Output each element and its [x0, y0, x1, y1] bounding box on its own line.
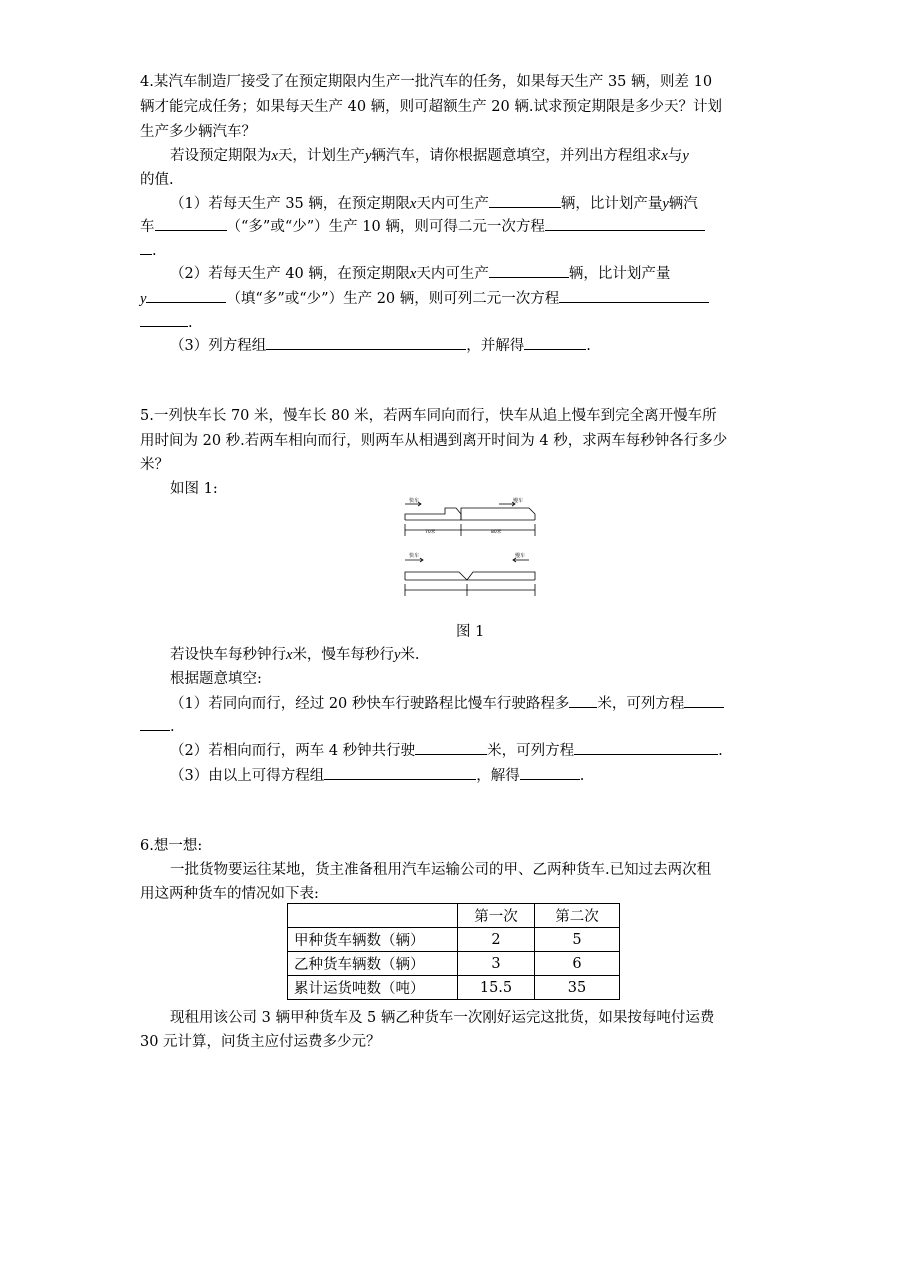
q5-sub2-text-a: （2）若相向而行，两车 4 秒钟共行驶 — [170, 743, 416, 759]
q4-sub3-line — [170, 335, 591, 356]
fig-len-slow: 80米 — [491, 530, 502, 535]
q6-line-2: 一批货物要运往某地，货主准备租用汽车运输公司的甲、乙两种货车.已知过去两次租 — [170, 862, 712, 878]
fast-train-top — [405, 508, 461, 520]
answer-blank[interactable] — [545, 216, 705, 231]
answer-blank[interactable] — [146, 288, 226, 303]
answer-blank[interactable] — [489, 193, 561, 208]
fig-label-slow-bottom: 慢车 — [515, 553, 526, 559]
q4-line-2: 辆才能完成任务；如果每天生产 40 辆，则可超额生产 20 辆.试求预定期限是多少天？计划 — [140, 99, 722, 115]
answer-blank[interactable] — [524, 335, 586, 350]
q5-line-3: 米？ — [140, 457, 169, 473]
q5-sub2-text-b: 米，可列方程 — [487, 743, 575, 759]
var-x: x — [286, 647, 293, 663]
answer-blank[interactable] — [489, 263, 569, 278]
q6-line-3: 用这两种货车的情况如下表: — [140, 886, 319, 902]
q4-line-5: 的值. — [140, 172, 174, 188]
opposite-direction-scene — [405, 558, 535, 596]
q4-sub3-text-b: ，并解得 — [466, 338, 525, 354]
q4-sub1-text-b: 天内可生产 — [416, 196, 489, 212]
q4-setup-text-a: 若设预定期限为 — [170, 148, 272, 164]
q4-sub1-line-2 — [140, 216, 705, 237]
var-x: x — [409, 266, 417, 282]
table-header-cell: 第二次 — [535, 904, 620, 928]
var-y: y — [682, 148, 689, 164]
slow-train-top — [461, 508, 535, 520]
q4-setup-text-b: 天，计划生产 — [277, 148, 365, 164]
q4-sub1-text-c: 辆，比计划产量 — [560, 196, 663, 212]
table-cell: 2 — [458, 928, 535, 952]
slow-train-bottom — [467, 572, 535, 580]
train-diagram — [403, 496, 545, 598]
table-cell: 15.5 — [458, 976, 535, 1000]
q4-setup-text-d: 与 — [667, 148, 683, 164]
q5-setup-text-a: 若设快车每秒钟行 — [170, 647, 286, 663]
answer-blank[interactable] — [140, 312, 188, 327]
q4-line-1: 4.某汽车制造厂接受了在预定期限内生产一批汽车的任务，如果每天生产 35 辆，则差 10 — [140, 74, 713, 90]
answer-blank[interactable] — [415, 740, 487, 755]
var-y: y — [364, 148, 372, 164]
table-cell: 甲种货车辆数（辆） — [288, 928, 458, 952]
var-y: y — [662, 196, 669, 212]
q4-line-3: 生产多少辆汽车？ — [140, 124, 256, 140]
q5-sub3-text-a: （3）由以上可得方程组 — [170, 768, 325, 784]
table-header-cell — [288, 904, 458, 928]
q5-sub1-line-2 — [140, 716, 175, 737]
table-row — [288, 976, 620, 1000]
q4-sub1-text-d: 辆汽 — [668, 196, 698, 212]
table-cell: 3 — [458, 952, 535, 976]
q4-sub2-text-c: 辆，比计划产量 — [568, 266, 671, 282]
q5-line-1: 5.一列快车长 70 米，慢车长 80 米，若两车同向而行，快车从追上慢车到完全离开慢车所 — [140, 408, 717, 424]
answer-blank[interactable] — [324, 765, 476, 780]
period: . — [152, 243, 157, 259]
answer-blank[interactable] — [155, 216, 227, 231]
q4-sub3-text-a: （3）列方程组 — [170, 338, 267, 354]
answer-blank[interactable] — [140, 716, 170, 731]
q4-sub2-text-d: （填“多”或“少”）生产 20 辆，则可列二元一次方程 — [226, 291, 560, 307]
q4-sub2-text-b: 天内可生产 — [416, 266, 489, 282]
q6-line-1: 6.想一想: — [140, 838, 203, 854]
answer-blank[interactable] — [684, 693, 724, 708]
answer-blank[interactable] — [266, 335, 466, 350]
table-row — [288, 928, 620, 952]
var-y: y — [140, 291, 147, 307]
table-row — [288, 952, 620, 976]
answer-blank[interactable] — [520, 765, 580, 780]
answer-blank[interactable] — [140, 240, 152, 255]
q4-sub1-line-1 — [170, 193, 698, 214]
var-x: x — [661, 148, 668, 164]
q4-setup-text-c: 辆汽车，请你根据题意填空，并列出方程组求 — [371, 148, 662, 164]
table-cell: 累计运货吨数（吨） — [288, 976, 458, 1000]
figure-caption: 图 1 — [456, 624, 485, 640]
table-header-row — [288, 904, 620, 928]
q4-sub1-text-f: （“多”或“少”）生产 10 辆，则可得二元一次方程 — [226, 219, 545, 235]
q6-line-5: 30 元计算，问货主应付运费多少元？ — [140, 1034, 381, 1050]
cargo-table — [287, 903, 620, 1000]
answer-blank[interactable] — [559, 288, 709, 303]
q4-setup-line — [170, 146, 689, 166]
q5-setup-line — [170, 645, 419, 665]
q5-sub1-text-a: （1）若同向而行，经过 20 秒快车行驶路程比慢车行驶路程多 — [170, 696, 570, 712]
q5-sub2-line — [170, 740, 723, 761]
table-cell: 乙种货车辆数（辆） — [288, 952, 458, 976]
q4-sub1-line-3 — [140, 240, 157, 261]
fig-label-fast-bottom: 快车 — [409, 553, 420, 559]
q5-sub1-line-1 — [170, 693, 724, 714]
var-y: y — [393, 647, 401, 663]
q5-sub1-text-b: 米，可列方程 — [597, 696, 685, 712]
table-header-cell: 第一次 — [458, 904, 535, 928]
q5-setup-text-b: 米，慢车每秒行 — [292, 647, 394, 663]
q5-fill-instruction: 根据题意填空: — [170, 671, 262, 687]
q4-sub1-text-e: 车 — [140, 219, 155, 235]
period: . — [188, 315, 193, 331]
q4-sub2-text-a: （2）若每天生产 40 辆，在预定期限 — [170, 266, 410, 282]
q4-sub2-line-1 — [170, 263, 670, 284]
table-cell: 6 — [535, 952, 620, 976]
q5-sub3-line — [170, 765, 584, 786]
fig-len-fast: 70米 — [425, 530, 436, 535]
q4-sub2-line-2 — [140, 288, 709, 309]
table-cell: 5 — [535, 928, 620, 952]
fig-label-slow-top: 慢车 — [513, 498, 524, 504]
period: . — [170, 719, 175, 735]
period: . — [579, 768, 585, 784]
q4-sub2-line-3 — [140, 312, 193, 333]
figure-intro: 如图 1: — [170, 481, 218, 497]
answer-blank[interactable] — [569, 693, 597, 708]
var-x: x — [271, 148, 278, 164]
period: . — [718, 743, 723, 759]
period: . — [586, 338, 591, 354]
table-cell: 35 — [535, 976, 620, 1000]
q5-sub3-text-b: ，解得 — [476, 768, 520, 784]
q6-line-4: 现租用该公司 3 辆甲种货车及 5 辆乙种货车一次刚好运完这批货，如果按每吨付运费 — [170, 1010, 715, 1026]
q5-line-2: 用时间为 20 秒.若两车相向而行，则两车从相遇到离开时间为 4 秒，求两车每秒钟各行多少 — [140, 433, 728, 449]
var-x: x — [409, 196, 417, 212]
q4-sub1-text-a: （1）若每天生产 35 辆，在预定期限 — [170, 196, 410, 212]
fig-label-fast-top: 快车 — [409, 498, 420, 504]
answer-blank[interactable] — [574, 740, 718, 755]
fast-train-bottom — [405, 572, 467, 580]
q5-setup-text-c: 米. — [400, 647, 420, 663]
